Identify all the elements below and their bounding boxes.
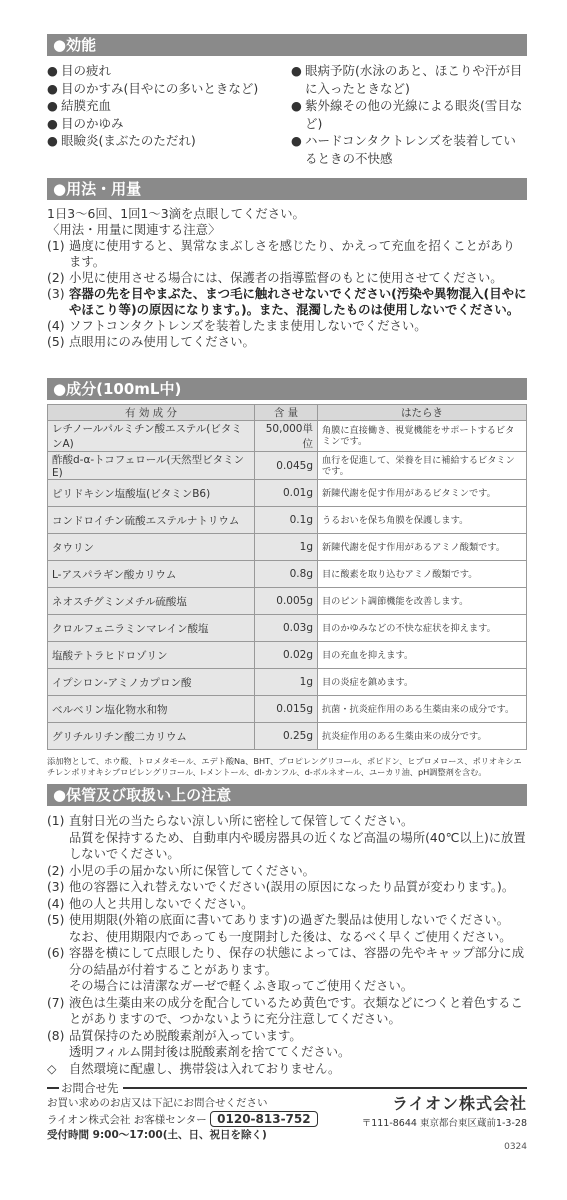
note-number: (4): [47, 318, 65, 333]
storage-note: [47, 896, 527, 913]
note-text: 容器の先を目やまぶた、まつ毛に触れさせないでください(汚染や異物混入(目やにやほこり等)の原因になります。)。また、混濁したものは使用しないでください。: [69, 286, 527, 317]
efficacy-text: 眼瞼炎(まぶたのただれ): [61, 133, 196, 149]
note-subtext: なお、使用期限内であっても一度開封した後は、なるべく早くご使用ください。: [69, 929, 512, 944]
label-document: [47, 34, 527, 1156]
ingredient-function: うるおいを保ち角膜を保護します。: [318, 507, 527, 534]
table-row: [48, 561, 527, 588]
bullet-icon: ●: [47, 133, 58, 149]
ingredient-function: 目の充血を抑えます。: [318, 642, 527, 669]
note-text: 過度に使用すると、異常なまぶしさを感じたり、かえって充血を招くことがあります。: [69, 238, 516, 269]
usage-note-heading: 〈用法・用量に関連する注意〉: [47, 222, 221, 237]
ingredient-function: 抗炎症作用のある生薬由来の成分です。: [318, 723, 527, 750]
note-text: 他の人と共用しないでください。: [69, 896, 254, 911]
efficacy-item: [47, 132, 283, 150]
ingredient-amount: 0.01g: [255, 480, 318, 507]
ingredient-name: レチノールパルミチン酸エステル(ビタミンA): [48, 421, 255, 452]
table-row: [48, 480, 527, 507]
note-body: [69, 896, 527, 913]
table-row: [48, 507, 527, 534]
note-number: (3): [47, 880, 65, 894]
ingredient-amount: 0.02g: [255, 642, 318, 669]
efficacy-item: [47, 97, 283, 115]
ingredient-amount: 0.25g: [255, 723, 318, 750]
efficacy-item: [47, 80, 283, 98]
ingredient-amount: 0.005g: [255, 588, 318, 615]
bullet-icon: ●: [47, 63, 58, 78]
contact-title: お問合せ先: [61, 1081, 119, 1095]
phone-number: 0120-813-752: [210, 1111, 317, 1127]
ingredient-name: ベルベリン塩化物水和物: [48, 696, 255, 723]
note-text: 点眼用にのみ使用してください。: [69, 334, 255, 349]
ingredient-name: クロルフェニラミンマレイン酸塩: [48, 615, 255, 642]
note-number: (6): [47, 946, 65, 960]
table-row: [48, 669, 527, 696]
storage-note: [47, 879, 527, 896]
additive-note: 添加物として、ホウ酸、トロメタモール、エデト酸Na、BHT、プロピレングリコール、ポビドン、ヒプロメロース、ポリオキシエチレンポリオキシプロピレングリコール、l-メントール、dl-カンフル、d-ボルネオール、ユーカリ油、pH調整剤を含む。: [47, 756, 522, 777]
contact-rule: [123, 1087, 528, 1089]
note-number: (2): [47, 863, 65, 878]
company-name: ライオン株式会社: [391, 1094, 527, 1113]
bullet-icon: ●: [47, 98, 58, 114]
section-header-storage: ●保管及び取扱い上の注意: [47, 784, 527, 806]
note-body: [69, 879, 527, 896]
ingredient-function: 新陳代謝を促す作用があるビタミンです。: [318, 480, 527, 507]
efficacy-item: [47, 115, 283, 133]
note-number: ◇: [47, 1061, 57, 1076]
table-row: [48, 723, 527, 750]
hours: 受付時間 9:00～17:00(土、日、祝日を除く): [47, 1129, 267, 1141]
note-text: 品質保持のため脱酸素剤が入っています。: [69, 1028, 302, 1043]
note-text: 他の容器に入れ替えないでください(誤用の原因になったり品質が変わります。)。: [69, 880, 515, 894]
efficacy-item: [47, 62, 283, 80]
table-row: [48, 421, 527, 452]
contact-bar: [47, 1087, 59, 1089]
usage-note: [47, 318, 527, 334]
note-number: (5): [47, 334, 65, 349]
efficacy-text: 結膜充血: [61, 98, 112, 114]
ingredients-table: [47, 404, 527, 750]
ingredient-function: 目のかゆみなどの不快な症状を抑えます。: [318, 615, 527, 642]
table-row: [48, 696, 527, 723]
section-header-efficacy: ●効能: [47, 34, 527, 56]
ingredient-name: L-アスパラギン酸カリウム: [48, 561, 255, 588]
storage-note: [47, 1061, 527, 1078]
section-header-usage: ●用法・用量: [47, 178, 527, 200]
ingredient-name: イプシロン-アミノカプロン酸: [48, 669, 255, 696]
ingredient-amount: 0.8g: [255, 561, 318, 588]
note-number: (7): [47, 995, 65, 1010]
note-number: (4): [47, 896, 65, 911]
table-row: [48, 534, 527, 561]
note-number: (8): [47, 1028, 65, 1043]
table-header-row: [48, 405, 527, 421]
note-text: ソフトコンタクトレンズを装着したまま使用しないでください。: [69, 318, 427, 333]
note-body: [69, 1028, 527, 1061]
note-text: 自然環境に配慮し、携帯袋は入れておりません。: [69, 1061, 341, 1076]
storage-note: [47, 945, 527, 995]
storage-note: [47, 863, 527, 880]
product-code: 0324: [504, 1142, 527, 1152]
table-row: [48, 588, 527, 615]
ingredient-name: グリチルリチン酸二カリウム: [48, 723, 255, 750]
storage-note: [47, 912, 527, 945]
note-text: 容器を横にして点眼したり、保存の状態によっては、容器の先やキャップ部分に成分の結晶が付着することがあります。: [69, 946, 524, 977]
note-body: [69, 1061, 527, 1078]
storage-note: [47, 813, 527, 863]
efficacy-column-left: [47, 62, 283, 178]
note-subtext: 透明フィルム開封後は脱酸素剤を捨ててください。: [69, 1045, 351, 1059]
efficacy-text: 眼病予防(水泳のあと、ほこりや汗が目に入ったときなど): [305, 63, 523, 96]
note-text: 小児に使用させる場合には、保護者の指導監督のもとに使用させてください。: [69, 270, 503, 285]
efficacy-text: 目のかすみ(目やにの多いときなど): [61, 80, 259, 96]
ingredient-amount: 0.045g: [255, 452, 318, 480]
storage-notes: [47, 806, 527, 1077]
header-amount: 含 量: [255, 405, 318, 421]
note-text: 液色は生薬由来の成分を配合しているため黄色です。衣類などにつくと着色することがありますので、つかないように充分注意してください。: [69, 995, 523, 1026]
bullet-icon: ●: [291, 133, 302, 149]
note-subtext: 品質を保持するため、自動車内や暖房器具の近くなど高温の場所(40℃以上)に放置しないでください。: [69, 830, 526, 861]
efficacy-item: [291, 132, 527, 167]
usage-notes: [47, 238, 527, 350]
bullet-icon: ●: [47, 115, 58, 131]
note-subtext: その場合には清潔なガーゼで軽くふき取ってご使用ください。: [69, 979, 414, 993]
note-body: [69, 945, 527, 995]
note-text: 使用期限(外箱の底面に書いてあります)の過ぎた製品は使用しないでください。: [69, 913, 509, 927]
section-header-ingredients: ●成分(100mL中): [47, 378, 527, 400]
usage-block: [47, 200, 527, 378]
note-number: (5): [47, 913, 65, 927]
customer-center: ライオン株式会社 お客様センター: [47, 1114, 207, 1126]
efficacy-item: [291, 62, 527, 97]
bullet-icon: ●: [291, 63, 302, 78]
ingredient-name: ピリドキシン塩酸塩(ビタミンB6): [48, 480, 255, 507]
efficacy-item: [291, 97, 527, 132]
ingredient-function: 新陳代謝を促す作用があるアミノ酸類です。: [318, 534, 527, 561]
note-number: (1): [47, 814, 65, 828]
efficacy-column-right: [283, 62, 527, 178]
efficacy-list: [47, 56, 527, 178]
efficacy-text: 目の疲れ: [61, 63, 112, 78]
ingredient-function: 血行を促進して、栄養を目に補給するビタミンです。: [318, 452, 527, 480]
ingredient-name: ネオスチグミンメチル硫酸塩: [48, 588, 255, 615]
efficacy-text: ハードコンタクトレンズを装着しているときの不快感: [305, 133, 516, 166]
usage-note: [47, 238, 527, 270]
bullet-icon: ●: [47, 80, 58, 96]
usage-note: [47, 334, 527, 350]
usage-note: [47, 286, 527, 318]
ingredient-amount: 0.1g: [255, 507, 318, 534]
note-body: [69, 912, 527, 945]
efficacy-text: 紫外線その他の光線による眼炎(雪目など): [305, 98, 523, 131]
ingredient-function: 目の炎症を鎮めます。: [318, 669, 527, 696]
note-text: 小児の手の届かない所に保管してください。: [69, 863, 315, 878]
bullet-icon: ●: [291, 98, 302, 114]
ingredient-function: 目のピント調節機能を改善します。: [318, 588, 527, 615]
note-text: 直射日光の当たらない涼しい所に密栓して保管してください。: [69, 814, 414, 828]
efficacy-text: 目のかゆみ: [61, 115, 124, 131]
storage-note: [47, 995, 527, 1028]
usage-note: [47, 270, 527, 286]
table-row: [48, 642, 527, 669]
ingredient-amount: 0.015g: [255, 696, 318, 723]
ingredient-amount: 0.03g: [255, 615, 318, 642]
note-body: [69, 995, 527, 1028]
contact-instruction: お買い求めのお店又は下記にお問合せください: [47, 1097, 268, 1109]
usage-dosage: 1日3～6回、1回1～3滴を点眼してください。: [47, 206, 305, 221]
company-address: 〒111-8644 東京都台東区蔵前1-3-28: [361, 1118, 527, 1129]
header-ingredient: 有 効 成 分: [48, 405, 255, 421]
header-function: はたらき: [318, 405, 527, 421]
note-number: (2): [47, 270, 65, 285]
note-number: (1): [47, 238, 65, 253]
ingredient-function: 角膜に直接働き、視覚機能をサポートするビタミンです。: [318, 421, 527, 452]
ingredient-amount: 1g: [255, 669, 318, 696]
note-body: [69, 863, 527, 880]
ingredient-function: 目に酸素を取り込むアミノ酸類です。: [318, 561, 527, 588]
note-body: [69, 813, 527, 863]
ingredient-name: 酢酸d-α-トコフェロール(天然型ビタミンE): [48, 452, 255, 480]
ingredient-function: 抗菌・抗炎症作用のある生薬由来の成分です。: [318, 696, 527, 723]
ingredient-name: 塩酸テトラヒドロゾリン: [48, 642, 255, 669]
ingredient-name: コンドロイチン硫酸エステルナトリウム: [48, 507, 255, 534]
table-row: [48, 452, 527, 480]
contact-block: [47, 1096, 527, 1156]
storage-note: [47, 1028, 527, 1061]
ingredient-amount: 1g: [255, 534, 318, 561]
note-number: (3): [47, 286, 65, 301]
ingredient-name: タウリン: [48, 534, 255, 561]
ingredient-amount: 50,000単位: [255, 421, 318, 452]
table-row: [48, 615, 527, 642]
